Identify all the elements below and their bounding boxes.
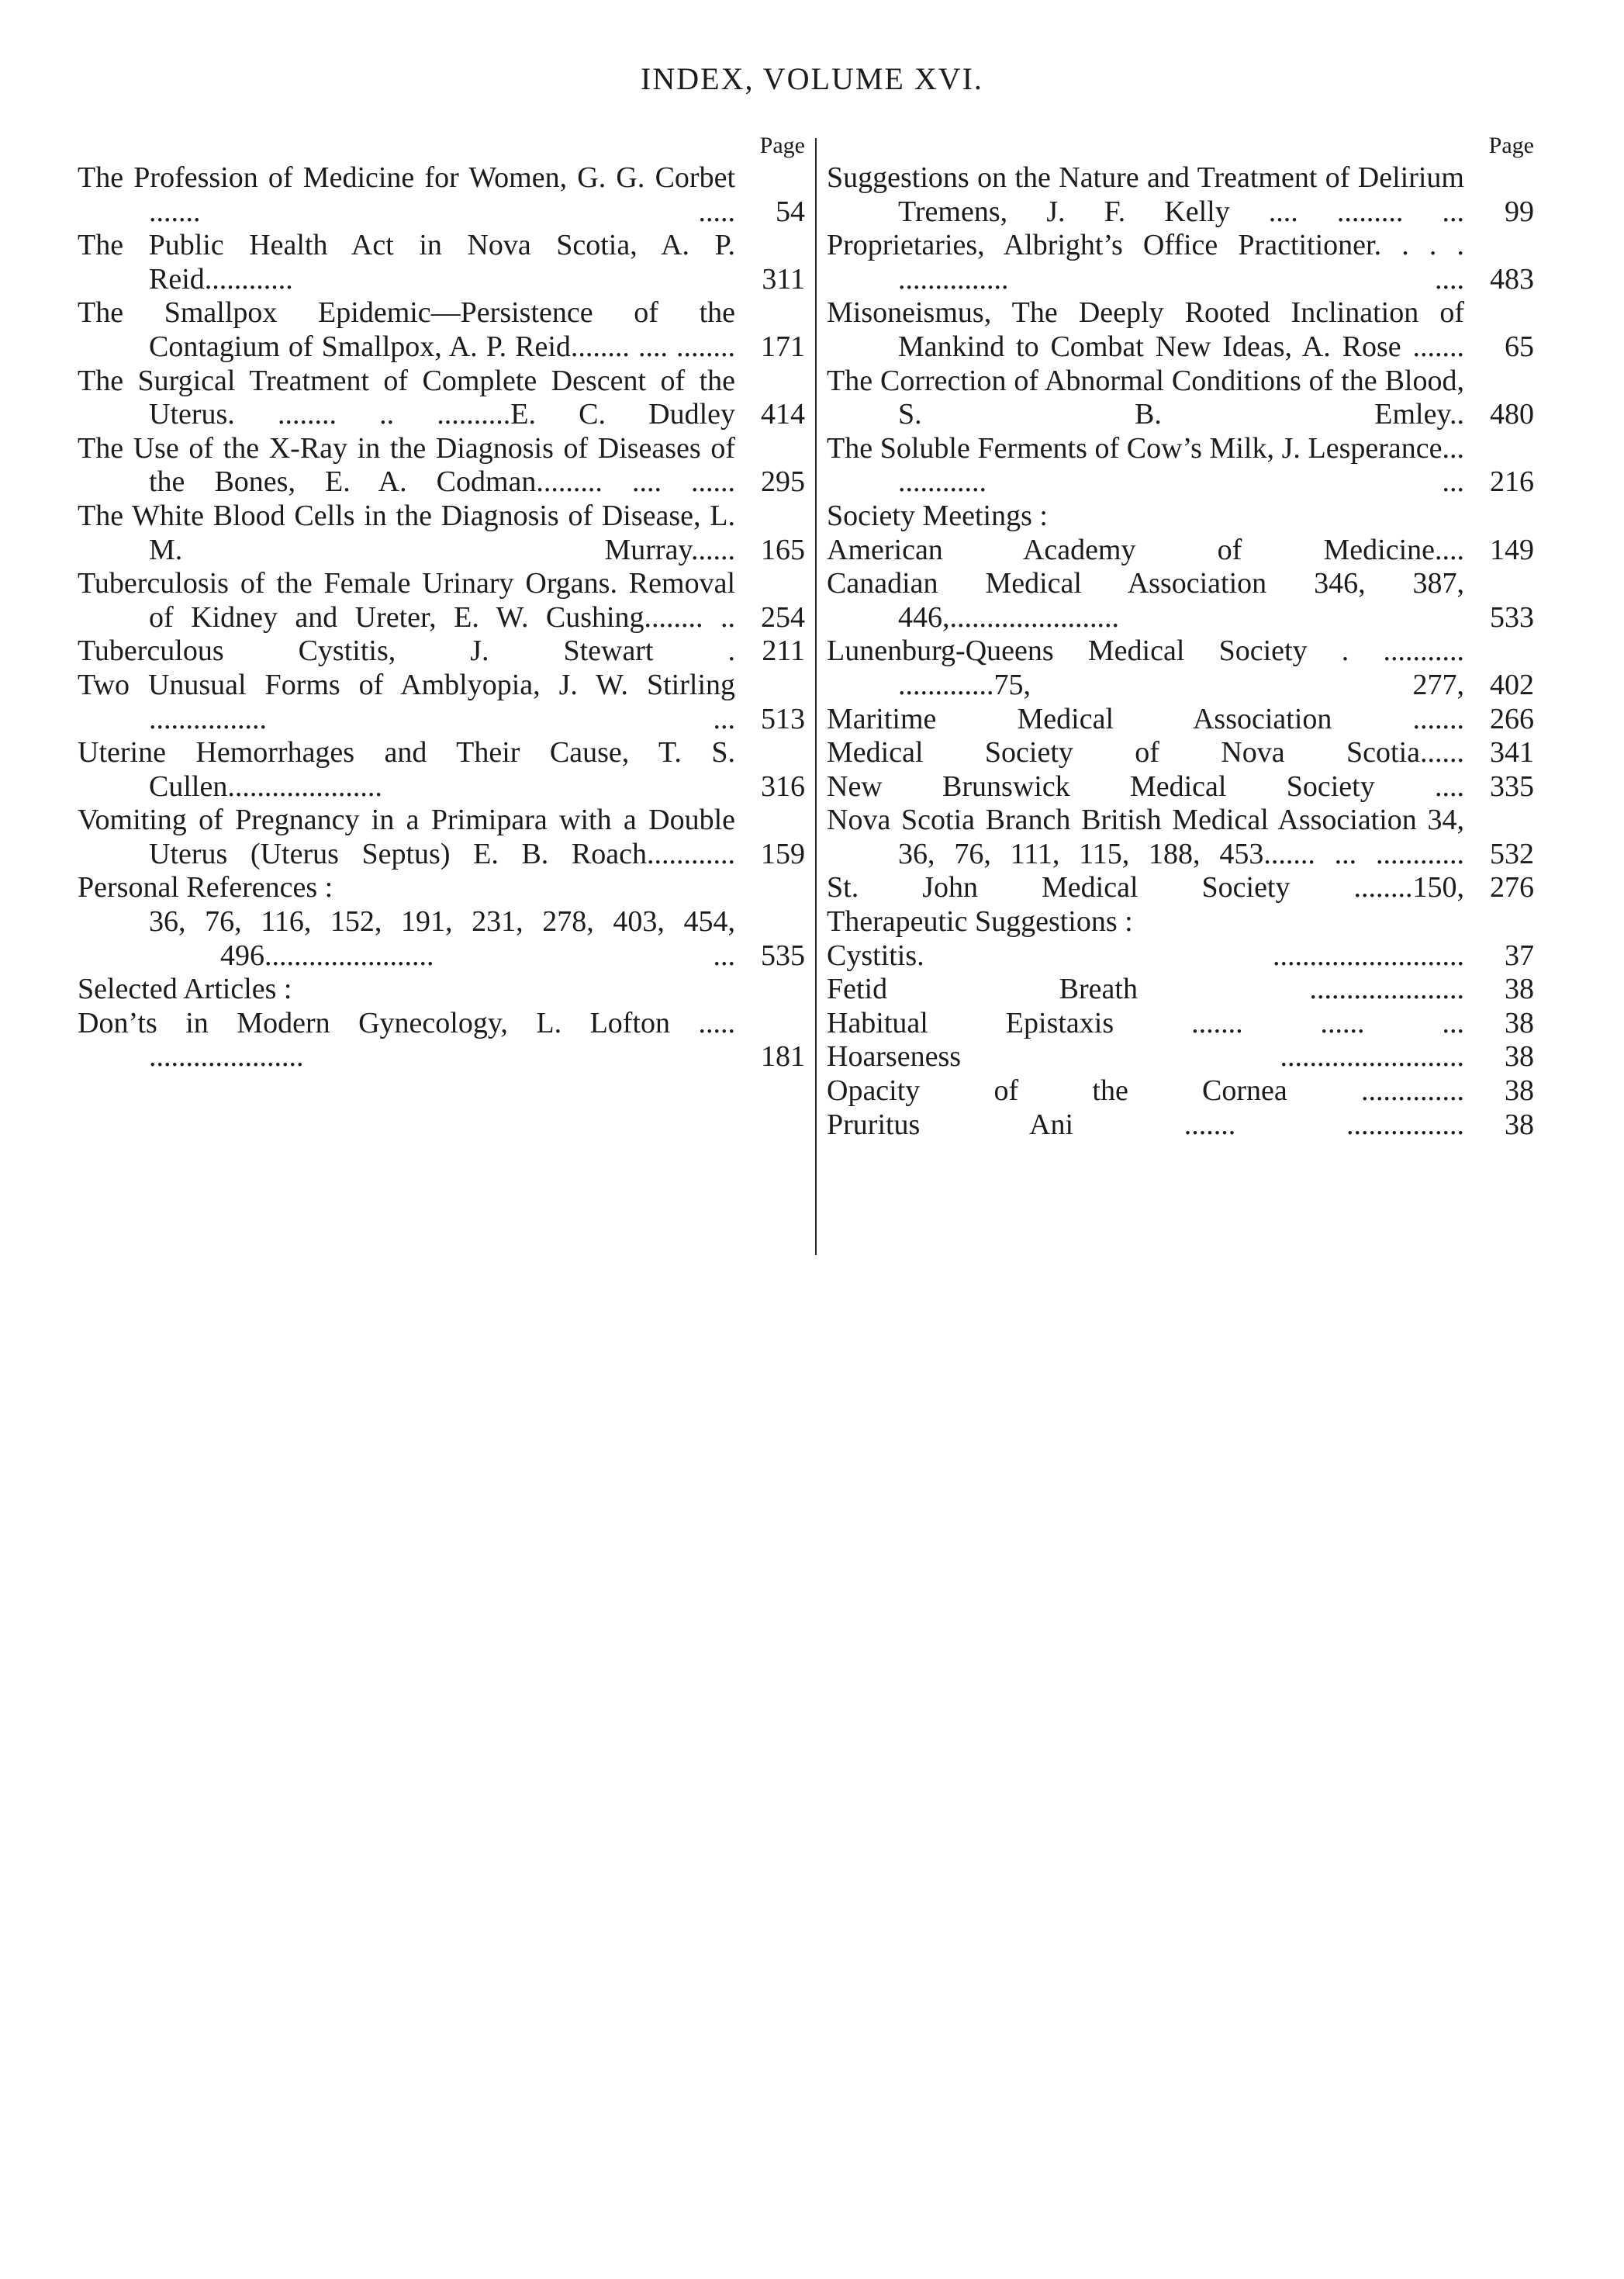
index-entry-text: Maritime Medical Association ....... — [827, 702, 1464, 735]
index-entry — [78, 229, 805, 296]
index-entry-page: 211 — [743, 635, 805, 669]
index-entry-page: 37 — [1472, 939, 1534, 974]
index-entry-text: The Profession of Medicine for Women, G. G. Corbet ....... ..... — [78, 161, 735, 228]
index-entry-text: The Use of the X-Ray in the Diagnosis of Diseases of the Bones, E. A. Codman......... .... ...... — [78, 431, 735, 499]
index-entry-text: Canadian Medical Association 346, 387, 446,....................... — [827, 567, 1464, 634]
index-entry-text: Suggestions on the Nature and Treatment of Delirium Tremens, J. F. Kelly .... ......... ... — [827, 161, 1464, 228]
index-entry-text: St. John Medical Society ........150, — [827, 871, 1464, 904]
index-entry-page: 65 — [1472, 330, 1534, 365]
index-entry-text: The Soluble Ferments of Cow’s Milk, J. Lesperance... ............ ... — [827, 431, 1464, 499]
index-column-left — [78, 130, 805, 1074]
index-entry-text: The Smallpox Epidemic—Persistence of the Contagium of Smallpox, A. P. Reid........ .... ........ — [78, 296, 735, 363]
index-entry-page: 414 — [743, 398, 805, 432]
index-entry-text: Personal References : — [78, 871, 333, 904]
index-entry-page: 159 — [743, 838, 805, 872]
index-entry — [827, 1074, 1534, 1108]
index-entry — [827, 534, 1534, 568]
index-entry — [78, 1007, 805, 1074]
index-entry-page: 38 — [1472, 1040, 1534, 1074]
index-entry-text: Don’ts in Modern Gynecology, L. Lofton ..... ..................... — [78, 1006, 735, 1074]
index-entry-page: 99 — [1472, 195, 1534, 230]
index-entry-text: The White Blood Cells in the Diagnosis of Disease, L. M. Murray...... — [78, 499, 735, 566]
index-entry-page: 254 — [743, 601, 805, 635]
index-entries-right — [827, 161, 1534, 1142]
index-entry — [78, 161, 805, 229]
index-entry — [827, 432, 1534, 500]
index-entry-text: 36, 76, 116, 152, 191, 231, 278, 403, 454, 496....................... ... — [149, 905, 735, 972]
index-entry-text: Therapeutic Suggestions : — [827, 905, 1133, 939]
index-entry-page: 165 — [743, 534, 805, 568]
index-entry-page: 216 — [1472, 465, 1534, 500]
index-entry-page: 480 — [1472, 398, 1534, 432]
column-divider — [815, 138, 817, 1255]
index-entry — [78, 432, 805, 500]
index-entry-text: Nova Scotia Branch British Medical Association 34, 36, 76, 111, 115, 188, 453....... ... ............ — [827, 804, 1464, 870]
index-entry-page: 38 — [1472, 1108, 1534, 1143]
page-title: INDEX, VOLUME XVI. — [641, 61, 983, 96]
index-entry-page: 316 — [743, 770, 805, 804]
index-entry — [78, 500, 805, 567]
index-entry — [827, 1040, 1534, 1074]
index-entry — [827, 871, 1534, 905]
index-entry — [827, 736, 1534, 770]
index-entry — [827, 365, 1534, 432]
index-entry — [827, 635, 1534, 702]
index-entry-page: 181 — [743, 1040, 805, 1074]
index-entry-text: Selected Articles : — [78, 973, 292, 1006]
index-entry — [78, 365, 805, 432]
index-entry-page: 535 — [743, 939, 805, 974]
index-entry-text: Medical Society of Nova Scotia...... — [827, 736, 1464, 769]
index-entry-page: 38 — [1472, 973, 1534, 1007]
index-entry-page: 266 — [1472, 703, 1534, 737]
page-column-header: Page — [1488, 133, 1534, 158]
index-entry-text: New Brunswick Medical Society .... — [827, 769, 1464, 803]
index-entry-page: 483 — [1472, 263, 1534, 297]
index-entry — [827, 703, 1534, 737]
index-entry-page: 54 — [743, 195, 805, 230]
index-entry-text: The Correction of Abnormal Conditions of the Blood, S. B. Emley.. — [827, 364, 1464, 431]
index-entry-text: Uterine Hemorrhages and Their Cause, T. S. Cullen..................... — [78, 736, 735, 803]
index-entry — [827, 1108, 1534, 1143]
index-entry-page: 149 — [1472, 534, 1534, 568]
index-column-right — [827, 130, 1534, 1142]
index-entry — [827, 229, 1534, 296]
index-section-heading — [827, 905, 1534, 939]
index-entry — [827, 296, 1534, 364]
index-entry-text: Vomiting of Pregnancy in a Primipara with a Double Uterus (Uterus Septus) E. B. Roach............ — [78, 804, 735, 870]
index-entry-text: Society Meetings : — [827, 499, 1048, 532]
index-entry — [78, 905, 805, 973]
index-entry-page: 513 — [743, 703, 805, 737]
index-entry-text: Proprietaries, Albright’s Office Practitioner. . . . ............... .... — [827, 229, 1464, 296]
index-entry — [78, 567, 805, 635]
index-entry-text: Misoneismus, The Deeply Rooted Inclination of Mankind to Combat New Ideas, A. Rose ....... — [827, 296, 1464, 363]
index-entry — [827, 973, 1534, 1007]
index-entries-left — [78, 161, 805, 1074]
index-entry — [827, 1007, 1534, 1041]
page-column-header: Page — [759, 133, 805, 158]
index-entry-text: American Academy of Medicine.... — [827, 533, 1464, 566]
index-entry-page: 532 — [1472, 838, 1534, 872]
index-entry — [78, 669, 805, 736]
index-entry-text: Opacity of the Cornea .............. — [827, 1074, 1464, 1108]
index-entry-text: Fetid Breath ..................... — [827, 973, 1464, 1006]
index-entry-page: 171 — [743, 330, 805, 365]
index-entry-page: 295 — [743, 465, 805, 500]
index-entry-text: Hoarseness ......................... — [827, 1040, 1464, 1074]
index-section-heading — [78, 973, 805, 1007]
index-entry-page: 276 — [1472, 871, 1534, 905]
index-entry-text: Pruritus Ani ....... ................ — [827, 1108, 1464, 1141]
index-entry-page: 341 — [1472, 736, 1534, 770]
index-entry-text: Tuberculous Cystitis, J. Stewart . — [78, 635, 735, 668]
index-entry — [827, 770, 1534, 804]
index-entry-page: 311 — [743, 263, 805, 297]
index-entry — [827, 939, 1534, 974]
index-entry — [78, 736, 805, 804]
index-entry-text: Two Unusual Forms of Amblyopia, J. W. Stirling ................ ... — [78, 668, 735, 735]
index-entry-page: 38 — [1472, 1007, 1534, 1041]
index-entry — [78, 296, 805, 364]
index-entry — [827, 567, 1534, 635]
index-entry-page: 533 — [1472, 601, 1534, 635]
index-entry-text: Tuberculosis of the Female Urinary Organs. Removal of Kidney and Ureter, E. W. Cushing........ .. — [78, 567, 735, 634]
index-entry-page: 38 — [1472, 1074, 1534, 1108]
index-section-heading — [78, 871, 805, 905]
index-entry-text: Cystitis. .......................... — [827, 939, 1464, 972]
index-entry — [78, 804, 805, 871]
index-entry — [827, 161, 1534, 229]
index-entry-text: The Surgical Treatment of Complete Descent of the Uterus. ........ .. ..........E. C. Dudley — [78, 364, 735, 431]
index-entry-text: Lunenburg-Queens Medical Society . ........... .............75, 277, — [827, 635, 1464, 701]
index-entry-page: 335 — [1472, 770, 1534, 804]
index-entry-page: 402 — [1472, 669, 1534, 703]
index-entry-text: The Public Health Act in Nova Scotia, A. P. Reid............ — [78, 229, 735, 296]
index-entry — [827, 804, 1534, 871]
index-entry — [78, 635, 805, 669]
index-entry-text: Habitual Epistaxis ....... ...... ... — [827, 1006, 1464, 1039]
index-section-heading — [827, 500, 1534, 534]
